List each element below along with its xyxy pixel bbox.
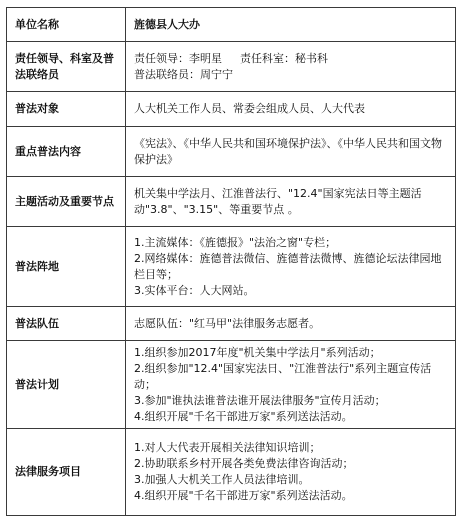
table-row [7, 127, 456, 177]
value-line: 4.组织开展"千名干部进万家"系列送法活动。 [134, 409, 353, 423]
unit-name-value: 旌德县人大办 [126, 8, 456, 42]
row-label: 普法队伍 [7, 307, 126, 341]
table-row [7, 429, 456, 516]
row-value [126, 92, 456, 127]
table-row [7, 227, 456, 307]
value-line: 2.网络媒体：旌德普法微信、旌德普法微博、旌德论坛法律园地栏目等； [134, 251, 442, 281]
value-line: 志愿队伍："红马甲"法律服务志愿者。 [134, 316, 321, 330]
value-line: 人大机关工作人员、常委会组成人员、人大代表 [134, 102, 365, 115]
table-row [7, 177, 456, 227]
row-label: 责任领导、科室及普法联络员 [7, 42, 126, 92]
value-line: 1.组织参加2017年度"机关集中学法月"系列活动； [134, 345, 381, 359]
table-row [7, 341, 456, 429]
value-line: 3.实体平台：人大网站。 [134, 283, 255, 297]
value-line: 2.组织参加"12.4"国家宪法日、"江淮普法行"系列主题宣传活动； [134, 361, 432, 391]
row-value [126, 177, 456, 227]
value-line: 2.协助联系乡村开展各类免费法律咨询活动； [134, 457, 354, 470]
value-line: 1.主流媒体：《旌德报》"法治之窗"专栏； [134, 235, 337, 249]
row-label: 单位名称 [7, 8, 126, 42]
row-value [126, 429, 456, 516]
responsible-value [126, 42, 456, 92]
row-label: 普法计划 [7, 341, 126, 429]
row-label: 主题活动及重要节点 [7, 177, 126, 227]
value-line: 4.组织开展"千名干部进万家"系列送法活动。 [134, 489, 353, 502]
row-value [126, 227, 456, 307]
value-line: 1.对人大代表开展相关法律知识培训； [134, 441, 321, 454]
row-value [126, 127, 456, 177]
table-row [7, 92, 456, 127]
table-row [7, 307, 456, 341]
table-row [7, 42, 456, 92]
row-value [126, 341, 456, 429]
value-line: 3.加强人大机关工作人员法律培训。 [134, 473, 310, 486]
table-row [7, 8, 456, 42]
office-text: 责任科室：秘书科 [240, 51, 328, 65]
value-line: 3.参加"谁执法谁普法谁开展法律服务"宣传月活动； [134, 393, 386, 407]
value-line: 机关集中学法月、江淮普法行、"12.4"国家宪法日等主题活动"3.8"、"3.15"、等重要节点 。 [134, 186, 422, 216]
row-label: 普法对象 [7, 92, 126, 127]
info-table [6, 7, 456, 516]
row-label: 重点普法内容 [7, 127, 126, 177]
row-label: 法律服务项目 [7, 429, 126, 516]
row-label: 普法阵地 [7, 227, 126, 307]
value-line: 《宪法》、《中华人民共和国环境保护法》、《中华人民共和国文物保护法》 [134, 136, 442, 166]
liaison-text: 普法联络员：周宁宁 [134, 67, 233, 81]
leader-text: 责任领导：李明星 [134, 51, 222, 65]
row-value [126, 307, 456, 341]
